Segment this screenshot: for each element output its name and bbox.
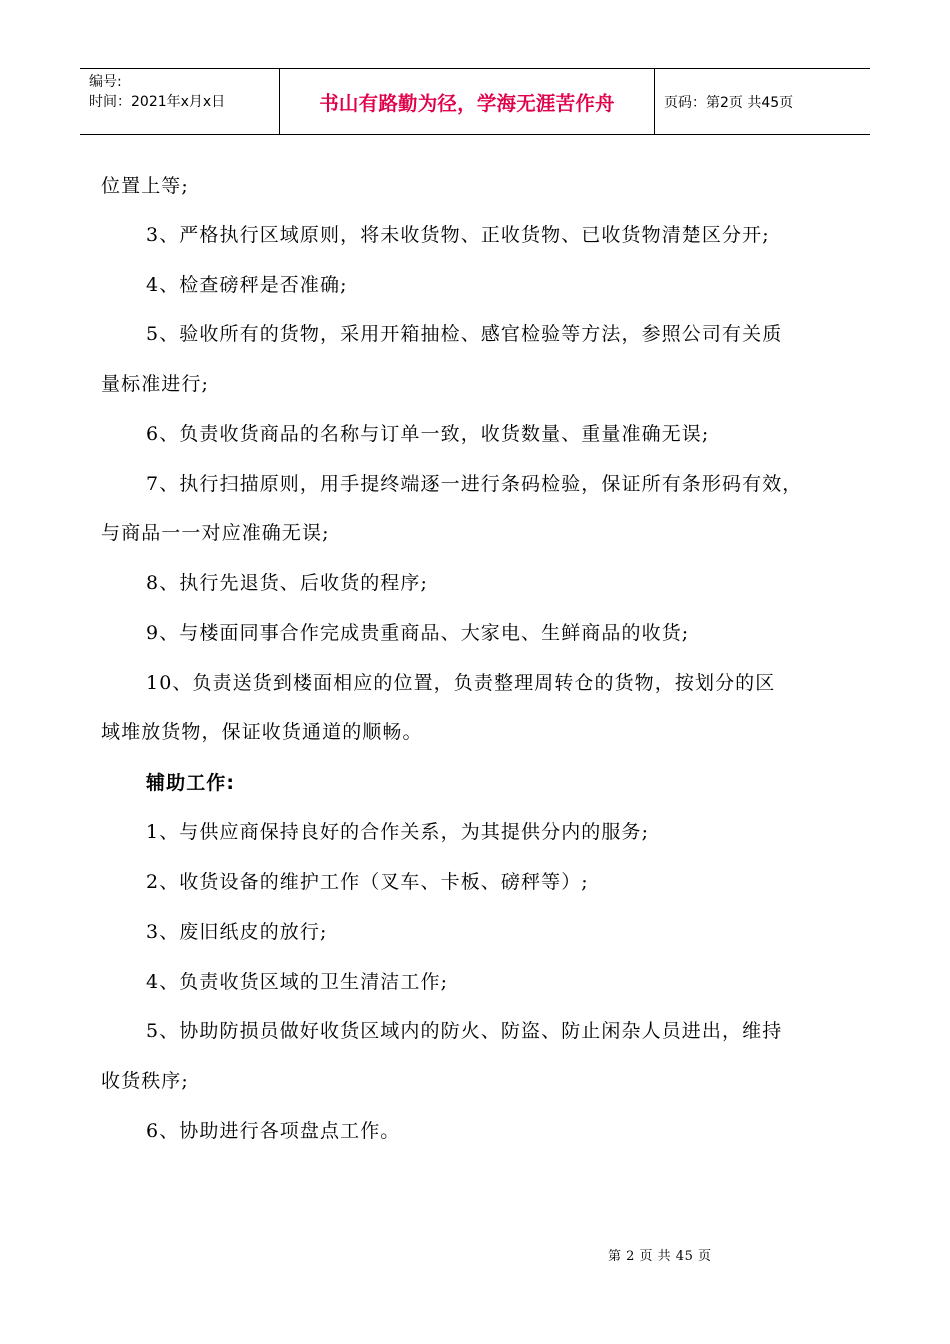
body-line: 4、检查磅秤是否准确; xyxy=(146,274,348,296)
body-line: 与商品一一对应准确无误; xyxy=(101,522,330,544)
body-line: 6、协助进行各项盘点工作。 xyxy=(146,1120,401,1142)
serial-number-label: 编号: xyxy=(89,74,122,90)
body-line: 2、收货设备的维护工作（叉车、卡板、磅秤等）; xyxy=(146,871,589,893)
motto-text: 书山有路勤为径，学海无涯苦作舟 xyxy=(319,91,615,115)
body-line: 5、协助防损员做好收货区域内的防火、防盗、防止闲杂人员进出，维持 xyxy=(146,1020,783,1042)
body-line: 量标准进行; xyxy=(101,373,210,395)
header-info-cell xyxy=(80,69,280,134)
body-line: 域堆放货物，保证收货通道的顺畅。 xyxy=(101,721,423,743)
body-line: 9、与楼面同事合作完成贵重商品、大家电、生鲜商品的收货; xyxy=(146,622,690,644)
body-line: 1、与供应商保持良好的合作关系，为其提供分内的服务; xyxy=(146,821,650,843)
body-line: 10、负责送货到楼面相应的位置，负责整理周转仓的货物，按划分的区 xyxy=(146,672,776,694)
document-header xyxy=(80,68,870,135)
header-motto-cell xyxy=(280,69,655,134)
body-line: 6、负责收货商品的名称与订单一致，收货数量、重量准确无误; xyxy=(146,423,710,445)
body-line: 位置上等; xyxy=(101,175,189,197)
body-line: 7、执行扫描原则，用手提终端逐一进行条码检验，保证所有条形码有效， xyxy=(146,473,803,495)
body-line: 3、严格执行区域原则，将未收货物、正收货物、已收货物清楚区分开; xyxy=(146,224,770,246)
date-label: 时间：2021年x月x日 xyxy=(89,94,226,110)
page-number-label: 页码：第2页 共45页 xyxy=(664,94,794,111)
section-heading: 辅助工作: xyxy=(146,772,236,794)
body-line: 4、负责收货区域的卫生清洁工作; xyxy=(146,971,449,993)
body-line: 收货秩序; xyxy=(101,1070,189,1092)
body-line: 5、验收所有的货物，采用开箱抽检、感官检验等方法，参照公司有关质 xyxy=(146,323,783,345)
page-footer: 第 2 页 共 45 页 xyxy=(608,1249,712,1264)
body-line: 8、执行先退货、后收货的程序; xyxy=(146,572,428,594)
body-line: 3、废旧纸皮的放行; xyxy=(146,921,328,943)
header-page-cell xyxy=(655,69,870,134)
